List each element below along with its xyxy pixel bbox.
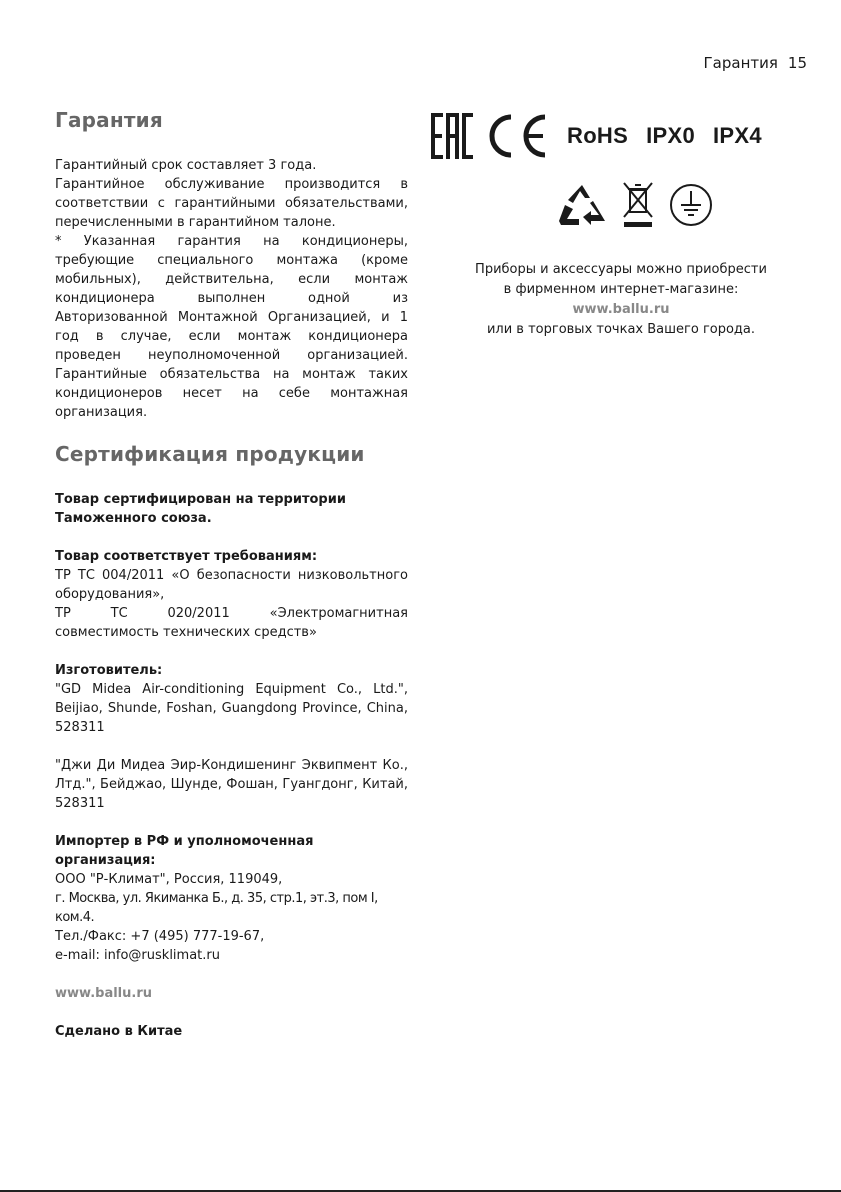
- weee-bin-icon: [621, 180, 655, 230]
- warranty-service: Гарантийное обслуживание производится в соответствии с гарантийными обязательствами, перечисленными в гарантийном талоне.: [55, 177, 408, 230]
- importer-heading-2: организация:: [55, 853, 156, 868]
- warranty-title: Гарантия: [55, 108, 163, 132]
- purchase-url[interactable]: www.ballu.ru: [572, 302, 670, 317]
- certification-marks: [431, 108, 811, 164]
- importer-heading-1: Импортер в РФ и уполномоченная: [55, 834, 314, 849]
- symbols-row: [459, 180, 811, 230]
- manufacturer-en: "GD Midea Air-conditioning Equipment Co., Ltd.", Beijiao, Shunde, Foshan, Guangdong Province, China, 528311: [55, 682, 408, 735]
- rohs-mark: RoHS: [567, 123, 629, 148]
- purchase-line-2: в фирменном интернет-магазине:: [503, 282, 739, 297]
- warranty-period: Гарантийный срок составляет 3 года.: [55, 158, 317, 173]
- certified-line-1: Товар сертифицирован на территории: [55, 492, 346, 507]
- left-column: [55, 108, 408, 1041]
- recycle-icon: [557, 183, 607, 227]
- purchase-line-3: или в торговых точках Вашего города.: [486, 322, 756, 337]
- importer-name: ООО "Р-Климат", Россия, 119049,: [55, 872, 283, 887]
- manufacturer-heading: Изготовитель:: [55, 663, 163, 678]
- header-section: Гарантия: [703, 54, 778, 72]
- manufacturer-ru: "Джи Ди Мидеа Эир-Кондишенинг Эквипмент Ко., Лтд.", Бейджао, Шунде, Фошан, Гуангдонг, Китай, 528311: [55, 758, 408, 811]
- purchase-line-1: Приборы и аксессуары можно приобрести: [475, 262, 767, 277]
- importer-phone: Тел./Факс: +7 (495) 777-19-67,: [55, 929, 265, 944]
- ce-mark-icon: [483, 113, 549, 159]
- made-in: Сделано в Китае: [55, 1024, 183, 1039]
- warranty-note: * Указанная гарантия на кондиционеры, требующие специального монтажа (кроме мобильных), действительна, если монтаж кондиционера выполнен одной из Авторизованной Монтажной Организацией, и 1 год в случае, если монтаж кондиционера проведен неуполномоченной организацией. Гарантийные обязательства на монтаж таких кондиционеров несет на себе монтажная организация.: [55, 234, 408, 420]
- eac-mark-icon: [431, 113, 473, 159]
- right-column: [431, 108, 811, 340]
- purchase-info: [431, 260, 811, 340]
- page-header: [704, 54, 807, 72]
- ipx0-mark: IPX0: [646, 123, 695, 148]
- ipx4-mark: IPX4: [713, 123, 762, 148]
- requirement-2: ТР ТС 020/2011 «Электромагнитная совместимость технических средств»: [55, 606, 408, 640]
- requirements-heading: Товар соответствует требованиям:: [55, 549, 318, 564]
- requirement-1: ТР ТС 004/2011 «О безопасности низковольтного оборудования»,: [55, 568, 408, 602]
- certification-title: Сертификация продукции: [55, 442, 365, 466]
- website-link[interactable]: www.ballu.ru: [55, 986, 152, 1001]
- importer-address: г. Москва, ул. Якиманка Б., д. 35, стр.1, эт.3, пом I, ком.4.: [55, 891, 378, 925]
- ground-symbol-icon: [669, 183, 713, 227]
- page-number: 15: [787, 54, 807, 72]
- importer-email: e-mail: info@rusklimat.ru: [55, 948, 220, 963]
- certified-line-2: Таможенного союза.: [55, 511, 212, 526]
